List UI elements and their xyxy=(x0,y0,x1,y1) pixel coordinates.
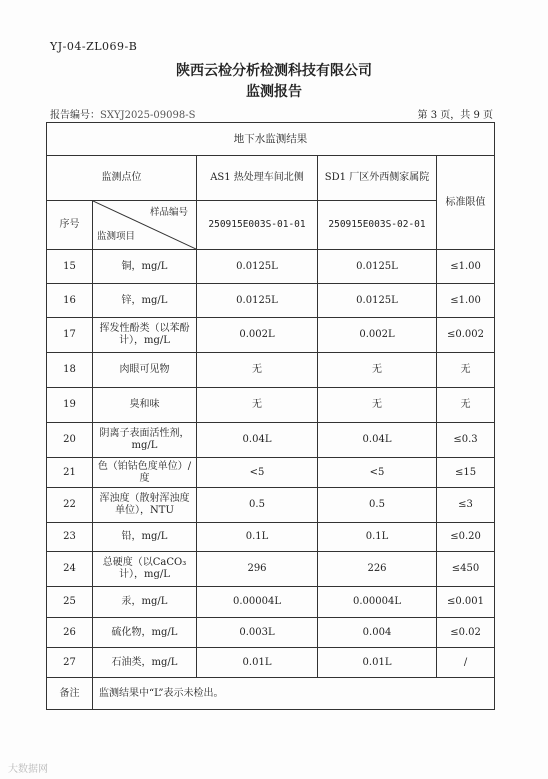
row-value-site2: 无 xyxy=(318,388,437,423)
row-value-site1: 0.0125L xyxy=(197,250,318,284)
sample-no-label: 样品编号 xyxy=(149,207,188,218)
table-row xyxy=(47,423,495,458)
table-row xyxy=(47,488,495,523)
row-standard: ≤0.001 xyxy=(437,587,495,618)
diagonal-header-cell xyxy=(93,201,197,250)
row-value-site1: 0.1L xyxy=(197,523,318,552)
table-caption: 地下水监测结果 xyxy=(47,123,495,156)
report-number-label: 报告编号： xyxy=(50,110,100,121)
site-1-name: AS1 热处理车间北侧 xyxy=(197,156,318,201)
row-seq: 16 xyxy=(47,284,93,318)
row-value-site2: 0.0125L xyxy=(318,284,437,318)
watermark-text: 大数据网 xyxy=(8,764,48,775)
row-seq: 21 xyxy=(47,458,93,488)
row-item: 挥发性酚类（以苯酚计），mg/L xyxy=(93,318,197,353)
row-value-site2: 0.00004L xyxy=(318,587,437,618)
row-seq: 18 xyxy=(47,353,93,388)
sample-1-id: 250915E003S-01-01 xyxy=(197,201,318,250)
row-item: 铜，mg/L xyxy=(93,250,197,284)
item-label: 监测项目 xyxy=(97,231,136,242)
row-seq: 24 xyxy=(47,552,93,587)
row-seq: 23 xyxy=(47,523,93,552)
table-row xyxy=(47,250,495,284)
row-standard: / xyxy=(437,648,495,678)
row-value-site1: 0.0125L xyxy=(197,284,318,318)
table-row xyxy=(47,353,495,388)
row-value-site1: <5 xyxy=(197,458,318,488)
row-value-site2: 无 xyxy=(318,353,437,388)
table-row xyxy=(47,618,495,648)
row-item: 肉眼可见物 xyxy=(93,353,197,388)
row-seq: 25 xyxy=(47,587,93,618)
report-number xyxy=(50,106,195,121)
row-value-site1: 无 xyxy=(197,388,318,423)
row-value-site2: <5 xyxy=(318,458,437,488)
row-value-site2: 0.01L xyxy=(318,648,437,678)
table-row xyxy=(47,388,495,423)
row-item: 阴离子表面活性剂，mg/L xyxy=(93,423,197,458)
table-row xyxy=(47,318,495,353)
row-value-site2: 0.0125L xyxy=(318,250,437,284)
row-item: 铅，mg/L xyxy=(93,523,197,552)
seq-header: 序号 xyxy=(47,201,93,250)
table-row xyxy=(47,458,495,488)
row-standard: ≤0.002 xyxy=(437,318,495,353)
row-value-site1: 无 xyxy=(197,353,318,388)
row-seq: 26 xyxy=(47,618,93,648)
table-row xyxy=(47,284,495,318)
row-standard: ≤1.00 xyxy=(437,284,495,318)
row-item: 色（铂钴色度单位）/度 xyxy=(93,458,197,488)
site-header-label: 监测点位 xyxy=(47,156,197,201)
page-info: 第 3 页，共 9 页 xyxy=(417,110,493,121)
note-label: 备注 xyxy=(47,678,93,710)
row-item: 汞，mg/L xyxy=(93,587,197,618)
row-standard: ≤3 xyxy=(437,488,495,523)
row-value-site1: 0.00004L xyxy=(197,587,318,618)
row-standard: ≤0.20 xyxy=(437,523,495,552)
row-item: 石油类，mg/L xyxy=(93,648,197,678)
row-seq: 19 xyxy=(47,388,93,423)
site-2-name: SD1 厂区外西侧家属院 xyxy=(318,156,437,201)
row-standard: ≤0.3 xyxy=(437,423,495,458)
table-row xyxy=(47,523,495,552)
note-row xyxy=(47,678,495,710)
row-item: 总硬度（以CaCO₃计），mg/L xyxy=(93,552,197,587)
table-row xyxy=(47,587,495,618)
row-standard: ≤450 xyxy=(437,552,495,587)
row-value-site2: 226 xyxy=(318,552,437,587)
row-value-site2: 0.002L xyxy=(318,318,437,353)
company-name: 陕西云检分析检测科技有限公司 xyxy=(176,63,372,79)
row-item: 臭和味 xyxy=(93,388,197,423)
row-seq: 17 xyxy=(47,318,93,353)
row-item: 锌，mg/L xyxy=(93,284,197,318)
row-value-site1: 0.5 xyxy=(197,488,318,523)
row-value-site1: 0.04L xyxy=(197,423,318,458)
row-value-site2: 0.04L xyxy=(318,423,437,458)
row-item: 硫化物，mg/L xyxy=(93,618,197,648)
row-value-site1: 0.003L xyxy=(197,618,318,648)
report-number-value: SXYJ2025-09098-S xyxy=(100,110,196,121)
row-seq: 27 xyxy=(47,648,93,678)
row-standard: 无 xyxy=(437,353,495,388)
table-row xyxy=(47,648,495,678)
row-value-site2: 0.5 xyxy=(318,488,437,523)
row-value-site1: 296 xyxy=(197,552,318,587)
row-value-site2: 0.004 xyxy=(318,618,437,648)
row-standard: ≤15 xyxy=(437,458,495,488)
standard-limit-header: 标准限值 xyxy=(437,156,495,250)
sample-2-id: 250915E003S-02-01 xyxy=(318,201,437,250)
table-row xyxy=(47,552,495,587)
row-value-site2: 0.1L xyxy=(318,523,437,552)
row-standard: ≤0.02 xyxy=(437,618,495,648)
row-standard: 无 xyxy=(437,388,495,423)
row-seq: 20 xyxy=(47,423,93,458)
report-info-line xyxy=(50,106,493,121)
row-item: 浑浊度（散射浑浊度单位），NTU xyxy=(93,488,197,523)
groundwater-results-table xyxy=(46,122,495,710)
row-seq: 22 xyxy=(47,488,93,523)
row-value-site1: 0.01L xyxy=(197,648,318,678)
document-code: YJ-04-ZL069-B xyxy=(50,40,138,53)
row-seq: 15 xyxy=(47,250,93,284)
row-value-site1: 0.002L xyxy=(197,318,318,353)
note-text: 监测结果中“L”表示未检出。 xyxy=(93,678,495,710)
row-standard: ≤1.00 xyxy=(437,250,495,284)
report-title: 监测报告 xyxy=(246,84,302,100)
